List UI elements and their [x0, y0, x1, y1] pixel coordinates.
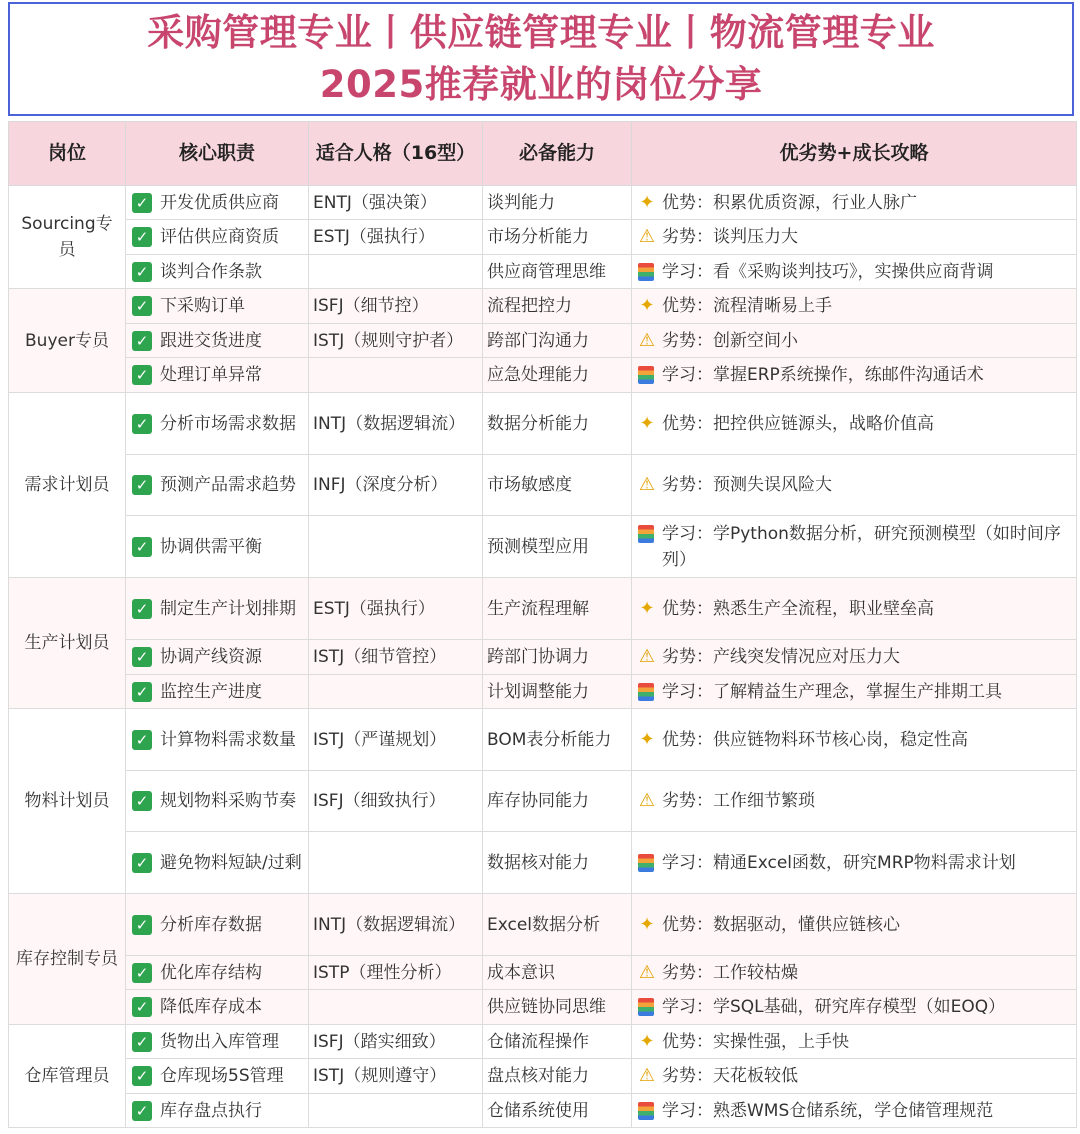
skill-cell: Excel数据分析 [483, 894, 632, 956]
skill-cell: 谈判能力 [483, 186, 632, 220]
duty-text: 监控生产进度 [160, 681, 262, 702]
sparkle-icon: ✦ [639, 1030, 655, 1052]
growth-cell [632, 956, 1077, 990]
growth-cell [632, 832, 1077, 894]
book-stack-icon [638, 366, 654, 384]
mbti-cell: ISTJ（严谨规划） [309, 709, 483, 771]
growth-text: 劣势：工作较枯燥 [662, 962, 798, 983]
duty-text: 分析市场需求数据 [160, 413, 296, 434]
role-cell: Sourcing专员 [9, 186, 126, 289]
duty-cell [126, 358, 309, 393]
growth-cell [632, 255, 1077, 289]
warning-icon: ⚠ [638, 226, 656, 247]
growth-cell [632, 990, 1077, 1025]
duty-cell [126, 640, 309, 675]
role-cell: 库存控制专员 [9, 894, 126, 1025]
growth-text: 学习：熟悉WMS仓储系统，学仓储管理规范 [662, 1100, 994, 1121]
check-box-icon: ✓ [132, 475, 152, 495]
check-box-icon: ✓ [132, 262, 152, 282]
table-row [9, 956, 1077, 990]
check-box-icon: ✓ [132, 997, 152, 1017]
duty-text: 开发优质供应商 [160, 192, 279, 213]
growth-cell [632, 324, 1077, 358]
check-box-icon: ✓ [132, 227, 152, 247]
growth-text: 学习：看《采购谈判技巧》，实操供应商背调 [662, 261, 994, 282]
growth-text: 学习：学Python数据分析，研究预测模型（如时间序列） [662, 523, 1061, 570]
mbti-cell [309, 990, 483, 1025]
duty-cell [126, 956, 309, 990]
check-box-icon: ✓ [132, 193, 152, 213]
growth-text: 学习：了解精益生产理念，掌握生产排期工具 [662, 681, 1002, 702]
skill-cell: 仓储系统使用 [483, 1094, 632, 1128]
duty-text: 避免物料短缺/过剩 [160, 852, 302, 873]
mbti-cell: ISFJ（细节控） [309, 289, 483, 324]
header-duty: 核心职责 [126, 122, 309, 186]
mbti-cell: INFJ（深度分析） [309, 455, 483, 516]
skill-cell: 跨部门沟通力 [483, 324, 632, 358]
duty-text: 预测产品需求趋势 [160, 475, 296, 495]
duty-text: 货物出入库管理 [160, 1031, 279, 1052]
skill-cell: 跨部门协调力 [483, 640, 632, 675]
role-cell: Buyer专员 [9, 289, 126, 393]
mbti-cell: ESTJ（强执行） [309, 578, 483, 640]
growth-cell [632, 358, 1077, 393]
book-stack-icon [638, 525, 654, 543]
mbti-cell: ENTJ（强决策） [309, 186, 483, 220]
growth-cell [632, 516, 1077, 578]
warning-icon: ⚠ [638, 474, 656, 495]
check-box-icon: ✓ [132, 730, 152, 750]
sparkle-icon: ✦ [639, 913, 655, 935]
mbti-cell: ISFJ（踏实细致） [309, 1025, 483, 1059]
duty-cell [126, 393, 309, 455]
duty-cell [126, 990, 309, 1025]
growth-cell [632, 220, 1077, 255]
book-stack-icon [638, 854, 654, 872]
table-row [9, 832, 1077, 894]
check-box-icon: ✓ [132, 682, 152, 702]
role-cell: 生产计划员 [9, 578, 126, 709]
mbti-cell: ISTJ（规则遵守） [309, 1059, 483, 1094]
check-box-icon: ✓ [132, 414, 152, 434]
growth-text: 劣势：天花板较低 [662, 1066, 798, 1086]
table-body [9, 186, 1077, 1128]
duty-cell [126, 832, 309, 894]
check-box-icon: ✓ [132, 1066, 152, 1086]
growth-text: 优势：熟悉生产全流程，职业壁垒高 [662, 598, 934, 619]
duty-text: 谈判合作条款 [160, 261, 262, 282]
table-row [9, 675, 1077, 709]
sparkle-icon: ✦ [639, 597, 655, 619]
check-box-icon: ✓ [132, 1101, 152, 1121]
duty-cell [126, 255, 309, 289]
duty-cell [126, 675, 309, 709]
mbti-cell: ISFJ（细致执行） [309, 771, 483, 832]
mbti-cell: ISTJ（规则守护者） [309, 324, 483, 358]
duty-cell [126, 1059, 309, 1094]
mbti-cell [309, 832, 483, 894]
skill-cell: 应急处理能力 [483, 358, 632, 393]
table-row [9, 1059, 1077, 1094]
growth-cell [632, 771, 1077, 832]
growth-text: 劣势：谈判压力大 [662, 227, 798, 247]
check-box-icon: ✓ [132, 791, 152, 811]
growth-text: 学习：掌握ERP系统操作，练邮件沟通话术 [662, 365, 984, 385]
title-banner [8, 2, 1074, 116]
book-stack-icon [638, 998, 654, 1016]
growth-text: 优势：流程清晰易上手 [662, 296, 832, 316]
table-row [9, 578, 1077, 640]
growth-text: 优势：供应链物料环节核心岗，稳定性高 [662, 729, 968, 750]
skill-cell: 流程把控力 [483, 289, 632, 324]
duty-cell [126, 289, 309, 324]
skill-cell: BOM表分析能力 [483, 709, 632, 771]
growth-cell [632, 455, 1077, 516]
duty-cell [126, 1025, 309, 1059]
check-box-icon: ✓ [132, 296, 152, 316]
growth-cell [632, 709, 1077, 771]
duty-text: 降低库存成本 [160, 997, 262, 1017]
duty-text: 协调供需平衡 [160, 536, 262, 557]
check-box-icon: ✓ [132, 915, 152, 935]
duty-text: 评估供应商资质 [160, 227, 279, 247]
check-box-icon: ✓ [132, 647, 152, 667]
table-row [9, 894, 1077, 956]
duty-text: 规划物料采购节奏 [160, 791, 296, 811]
mbti-cell [309, 358, 483, 393]
duty-cell [126, 1094, 309, 1128]
skill-cell: 计划调整能力 [483, 675, 632, 709]
mbti-cell: ISTP（理性分析） [309, 956, 483, 990]
skill-cell: 生产流程理解 [483, 578, 632, 640]
table-row [9, 455, 1077, 516]
growth-text: 劣势：预测失误风险大 [662, 475, 832, 495]
skill-cell: 市场敏感度 [483, 455, 632, 516]
book-stack-icon [638, 683, 654, 701]
table-row [9, 289, 1077, 324]
growth-cell [632, 1094, 1077, 1128]
growth-cell [632, 1059, 1077, 1094]
warning-icon: ⚠ [638, 646, 656, 667]
table-row [9, 1025, 1077, 1059]
table-row [9, 640, 1077, 675]
duty-cell [126, 894, 309, 956]
duty-text: 优化库存结构 [160, 962, 262, 983]
growth-cell [632, 640, 1077, 675]
mbti-cell [309, 1094, 483, 1128]
duty-cell [126, 455, 309, 516]
warning-icon: ⚠ [638, 1065, 656, 1086]
mbti-cell: INTJ（数据逻辑流） [309, 894, 483, 956]
growth-text: 优势：数据驱动，懂供应链核心 [662, 914, 900, 935]
mbti-cell: ISTJ（细节管控） [309, 640, 483, 675]
growth-text: 学习：学SQL基础，研究库存模型（如EOQ） [662, 997, 1006, 1017]
duty-cell [126, 578, 309, 640]
growth-text: 劣势：工作细节繁琐 [662, 791, 815, 811]
growth-cell [632, 578, 1077, 640]
skill-cell: 成本意识 [483, 956, 632, 990]
duty-text: 下采购订单 [160, 296, 245, 316]
skill-cell: 数据分析能力 [483, 393, 632, 455]
mbti-cell [309, 255, 483, 289]
mbti-cell [309, 516, 483, 578]
skill-cell: 供应商管理思维 [483, 255, 632, 289]
mbti-cell: ESTJ（强执行） [309, 220, 483, 255]
duty-cell [126, 324, 309, 358]
book-stack-icon [638, 263, 654, 281]
role-cell: 仓库管理员 [9, 1025, 126, 1128]
page-subtitle: 2025推荐就业的岗位分享 [319, 63, 763, 106]
duty-cell [126, 771, 309, 832]
table-row [9, 516, 1077, 578]
duty-cell [126, 709, 309, 771]
skill-cell: 供应链协同思维 [483, 990, 632, 1025]
warning-icon: ⚠ [638, 790, 656, 811]
growth-cell [632, 289, 1077, 324]
growth-cell [632, 894, 1077, 956]
duty-text: 处理订单异常 [160, 365, 262, 385]
duty-text: 仓库现场5S管理 [160, 1066, 284, 1086]
sparkle-icon: ✦ [639, 412, 655, 434]
skill-cell: 预测模型应用 [483, 516, 632, 578]
growth-cell [632, 1025, 1077, 1059]
warning-icon: ⚠ [638, 329, 656, 351]
table-row [9, 358, 1077, 393]
sparkle-icon: ✦ [639, 295, 655, 316]
table-row [9, 990, 1077, 1025]
table-header-row [9, 122, 1077, 186]
growth-text: 优势：实操性强，上手快 [662, 1031, 849, 1052]
warning-icon: ⚠ [638, 961, 656, 983]
duty-text: 库存盘点执行 [160, 1100, 262, 1121]
table-row [9, 186, 1077, 220]
check-box-icon: ✓ [132, 853, 152, 873]
sparkle-icon: ✦ [639, 728, 655, 750]
skill-cell: 数据核对能力 [483, 832, 632, 894]
skill-cell: 仓储流程操作 [483, 1025, 632, 1059]
growth-cell [632, 675, 1077, 709]
growth-text: 劣势：产线突发情况应对压力大 [662, 647, 900, 667]
check-box-icon: ✓ [132, 1032, 152, 1052]
check-box-icon: ✓ [132, 537, 152, 557]
mbti-cell [309, 675, 483, 709]
growth-text: 学习：精通Excel函数，研究MRP物料需求计划 [662, 852, 1016, 873]
duty-text: 分析库存数据 [160, 914, 262, 935]
duty-text: 跟进交货进度 [160, 330, 262, 351]
check-box-icon: ✓ [132, 331, 152, 351]
duty-text: 计算物料需求数量 [160, 729, 296, 750]
table-row [9, 324, 1077, 358]
table-row [9, 220, 1077, 255]
duty-cell [126, 220, 309, 255]
header-mbti: 适合人格（16型） [309, 122, 483, 186]
sparkle-icon: ✦ [639, 191, 655, 213]
role-cell: 物料计划员 [9, 709, 126, 894]
header-growth: 优劣势+成长攻略 [632, 122, 1077, 186]
jobs-table [8, 121, 1077, 1128]
duty-cell [126, 516, 309, 578]
table-row [9, 255, 1077, 289]
duty-text: 协调产线资源 [160, 647, 262, 667]
duty-cell [126, 186, 309, 220]
book-stack-icon [638, 1102, 654, 1120]
table-row [9, 1094, 1077, 1128]
header-skill: 必备能力 [483, 122, 632, 186]
growth-text: 劣势：创新空间小 [662, 330, 798, 351]
table-row [9, 709, 1077, 771]
table-row [9, 771, 1077, 832]
check-box-icon: ✓ [132, 365, 152, 385]
skill-cell: 库存协同能力 [483, 771, 632, 832]
mbti-cell: INTJ（数据逻辑流） [309, 393, 483, 455]
header-role: 岗位 [9, 122, 126, 186]
growth-cell [632, 393, 1077, 455]
skill-cell: 市场分析能力 [483, 220, 632, 255]
duty-text: 制定生产计划排期 [160, 598, 296, 619]
growth-text: 优势：积累优质资源，行业人脉广 [662, 192, 917, 213]
page-title: 采购管理专业丨供应链管理专业丨物流管理专业 [147, 11, 935, 54]
growth-text: 优势：把控供应链源头，战略价值高 [662, 413, 934, 434]
growth-cell [632, 186, 1077, 220]
table-row [9, 393, 1077, 455]
check-box-icon: ✓ [132, 599, 152, 619]
skill-cell: 盘点核对能力 [483, 1059, 632, 1094]
role-cell: 需求计划员 [9, 393, 126, 578]
check-box-icon: ✓ [132, 963, 152, 983]
